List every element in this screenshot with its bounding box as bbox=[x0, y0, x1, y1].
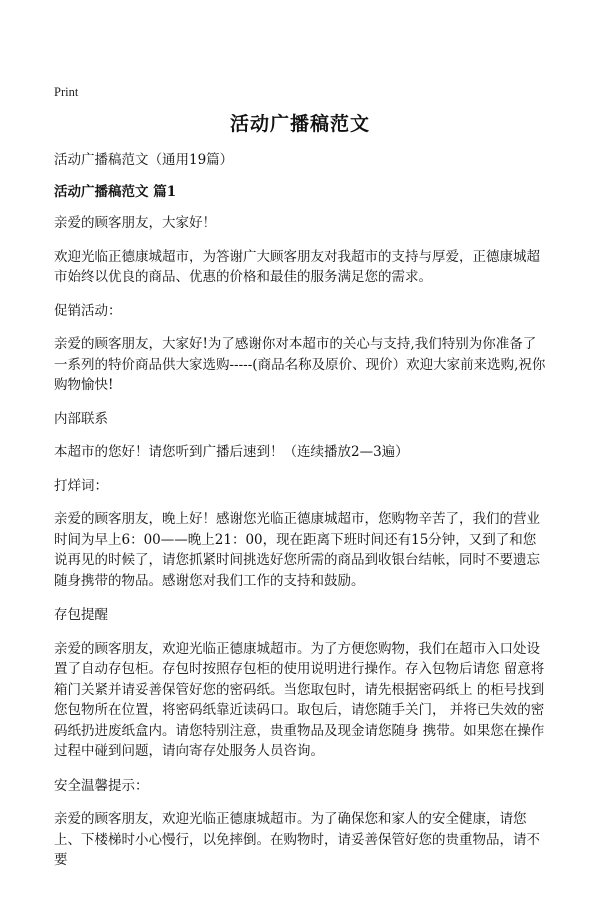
document-subtitle: 活动广播稿范文（通用19篇） bbox=[54, 152, 234, 168]
paragraph-closing: 亲爱的顾客朋友，晚上好！感谢您光临正德康城超市，您购物辛苦了，我们的营业时间为早上6：00——晚上21：00，现在距离下班时间还有15分钟，又到了和您说再见的时候了，请您抓紧时间挑选好您所需的商品到收银台结帐，同时不要遗忘随身携带的物品。感谢您对我们工作的支持和鼓励。 bbox=[54, 511, 540, 589]
paragraph-promotion: 亲爱的顾客朋友，大家好!为了感谢你对本超市的关心与支持,我们特别为你准备了一系列的特价商品供大家选购-----(商品名称及原价、现价）欢迎大家前来选购,祝你购物愉快! bbox=[54, 336, 546, 393]
paragraph-internal-contact: 本超市的您好！请您听到广播后速到！（连续播放2—3遍） bbox=[54, 444, 409, 460]
paragraph-safety: 亲爱的顾客朋友，欢迎光临正德康城超市。为了确保您和家人的安全健康，请您上、下楼梯时小心慢行，以免摔倒。在购物时，请妥善保管好您的贵重物品，请不要 bbox=[54, 811, 540, 868]
label-safety: 安全温馨提示： bbox=[54, 777, 149, 794]
label-internal-contact: 内部联系 bbox=[54, 410, 108, 427]
paragraph-welcome: 欢迎光临正德康城超市，为答谢广大顾客朋友对我超市的支持与厚爱，正德康城超市始终以优良的商品、优惠的价格和最佳的服务满足您的需求。 bbox=[54, 248, 540, 285]
label-bag-storage: 存包提醒 bbox=[54, 607, 108, 623]
document-title: 活动广播稿范文 bbox=[229, 113, 370, 135]
paragraph-greeting: 亲爱的顾客朋友，大家好！ bbox=[54, 215, 216, 231]
print-label: Print bbox=[54, 85, 79, 99]
section-heading: 活动广播稿范文 篇1 bbox=[54, 183, 177, 200]
paragraph-bag-storage: 亲爱的顾客朋友，欢迎光临正德康城超市。为了方便您购物，我们在超市入口处设置了自动存包柜。存包时按照存包柜的使用说明进行操作。存入包物后请您 留意将箱门关紧并请妥善保管好您的密码纸。当您取包时，请先根据密码纸上 的柜号找到您包物所在位置，将密码纸靠近读码口。取包后，请您随手关门， 并将已失效的密码纸扔进废纸盒内。请您特别注意，贵重物品及现金请您随身 携带。如果您在操作过程中碰到问题，请向寄存处服务人员咨询。 bbox=[54, 640, 545, 759]
label-promotion: 促销活动： bbox=[54, 302, 122, 319]
document-body bbox=[54, 150, 547, 884]
label-closing: 打烊词： bbox=[54, 477, 108, 494]
